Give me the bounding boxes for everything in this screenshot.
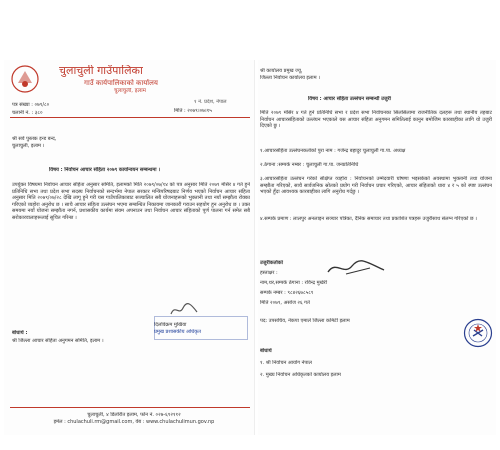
complaint-item-3: ३.आचारसंहिता उल्लंघन गरेको संक्षिप्त व्यहोरा : निर्वाचनको उम्मेदवारी घोषणा भइसकेको अवस्थामा भुक्तानी तथा योजना सम्झौता गरिएको, साथै सार्वजनिक स्रोतको प्रयोग गरी निर्वाचन प्रचार गरिएको, आचार संहिताको धारा ४ र ५ को स्पष्ट उल्लंघन भएको हुँदा आवश्यक कारबाहीका लागि अनुरोध गर्दछु । [260, 176, 492, 195]
party-seal-icon [463, 318, 493, 348]
recipient-line-2: चुलाचुली, इलाम । [12, 143, 45, 149]
signer-title: प्रमुख प्रशासकीय अधिकृत [154, 329, 201, 335]
header-rule [10, 117, 250, 118]
office-place: चुलाचुली, इलाम [114, 88, 146, 94]
bodhartha-line: श्री जिल्ला आचार संहिता अनुगमन समिति, इलाम । [12, 338, 104, 344]
letter-subject: विषय : निर्वाचन आचार संहिता २०७९ कार्यान्वयन सम्बन्धमा । [49, 167, 161, 173]
letter-body: उपर्युक्त विषयमा निर्वाचन आचार संहिता अनुसार समिति, इलामको मिति २०७९/०७/१४ को पत्र अनुसार मिति २०७९ मंसिर ४ गते हुने प्रतिनिधि सभा तथा प्रदेश सभा सदस्य निर्वाचनको सन्दर्भमा नेपाल सरकार मन्त्रिपरिषदबाट निर्णय भएको निर्वाचन आचार संहिता अनुसार मिति २०७९/०७/२८ देखि लागू हुने गरी यस गाउँपालिकाबाट सञ्चालित सबै योजनाहरूको भुक्तानी तथा नयाँ सम्झौता रोक्का गरिएको व्यहोरा अनुरोध छ । साथै आचार संहिता उल्लंघन भएमा सम्बन्धित निकायमा जानकारी गराउन सहयोग हुन अनुरोध छ । उक्त समयमा नयाँ योजना सम्झौता नगर्न, प्रशासकीय कार्यमा संयम अपनाउन तथा निर्वाचन आचार संहिताको पूर्ण पालना गर्न समेत सबै सरोकारवालाहरूलाई सूचित गरिन्छ । [12, 182, 250, 221]
applicant-heading: उजुरीकर्ताको [260, 260, 283, 266]
applicant-phone: सम्पर्क नम्बर : ९८४२६७८५८९ [260, 290, 314, 296]
footer-rule [10, 407, 250, 408]
letter-date: मिति : २०७९।०७।१५ [174, 108, 212, 114]
letter-number: पत्र संख्या : ०७९/८० [12, 102, 50, 108]
applicant-name: नाम,थर,सम्पर्क ठेगाना : रविन्द्र मुखेरी [260, 280, 328, 286]
complaint-item-2: २.ठेगाना :सम्पर्क नम्बर : चुलाचुली गा.पा. जनप्रतिनिधि [260, 162, 359, 168]
complaint-subject: विषय : आचार संहिता उल्लंघन सम्बन्धी उजुरी [308, 96, 391, 102]
bodhartha-line-1: १. श्री निर्वाचन आयोग नेपाल [260, 360, 312, 366]
bodhartha-heading: बोधार्थ [260, 348, 272, 354]
municipality-title: चुलाचुली गाउँपालिका [59, 65, 143, 77]
province-label: १ नं. प्रदेश, नेपाल [194, 99, 227, 105]
office-name: गाउँ कार्यपालिकाको कार्यालय [84, 79, 158, 87]
bodhartha-line-2: २. मुख्य निर्वाचन अधिकृतको कार्यालय इलाम [260, 372, 341, 378]
complaint-intro: मिति २०७९ मंसिर ४ गते हुने प्रतिनिधि सभा र प्रदेश सभा निर्वाचनका सिलसिलामा राजनीतिक दलहरू तथा स्थानीय तहबाट निर्वाचन आचारसंहिताको उल्लंघन भएकाले यस आचार संहिता अनुगमन समितिलाई कानुन बमोजिम कारबाहीका लागि यो उजुरी दिएको छु । [260, 110, 492, 129]
recipient-line-1: श्री सर्वे पुस्तक इन्ड बन्द, [12, 136, 57, 142]
applicant-position: पद: उपसचिव, नेकपा एमाले जिल्ला कमिटी इलाम [260, 318, 350, 324]
signer-name: दिलविक्रम मुखिया [154, 322, 187, 328]
signature-icon [326, 258, 386, 278]
signature-label: हस्ताक्षर : [260, 270, 278, 276]
dispatch-number: चलानी नं. : ३८० [12, 110, 43, 116]
complaint-item-4: ४.सम्पर्क प्रमाण : लालपुर अनलाइन सञ्चार पत्रिका, दैनिक समाचार तथा प्रकाशित पत्रहरू उजुरीसाथ संलग्न गरिएको छ । [260, 216, 477, 222]
official-stamp [154, 316, 248, 340]
complaint-item-1: १.आचारसंहिता उल्लंघनकर्ताको पुरा नाम : गजेन्द्र बहादुर चुलाचुली गा.पा. अध्यक्ष [260, 148, 406, 154]
right-letter [258, 60, 496, 435]
left-letter [4, 60, 255, 435]
footer-address: चुलाचुली, ४ डिलोरीत इलाम, फोन नं. ०२७-६९२११२ [87, 412, 181, 418]
bodhartha-heading: बोधार्थ : [12, 330, 28, 336]
applicant-date: मिति २०७९, असोज २६ गते [260, 300, 310, 306]
recipient-line-2: जिल्ला निर्वाचन कार्यालय इलाम । [260, 75, 321, 81]
recipient-line-1: श्री कार्यालय प्रमुख ज्यू, [260, 68, 303, 74]
nepal-emblem-icon [10, 64, 40, 94]
footer-contact: इमेल : chulachuli.rm@gmail.com, वेब : www.chulachulimun.gov.np [53, 419, 215, 425]
